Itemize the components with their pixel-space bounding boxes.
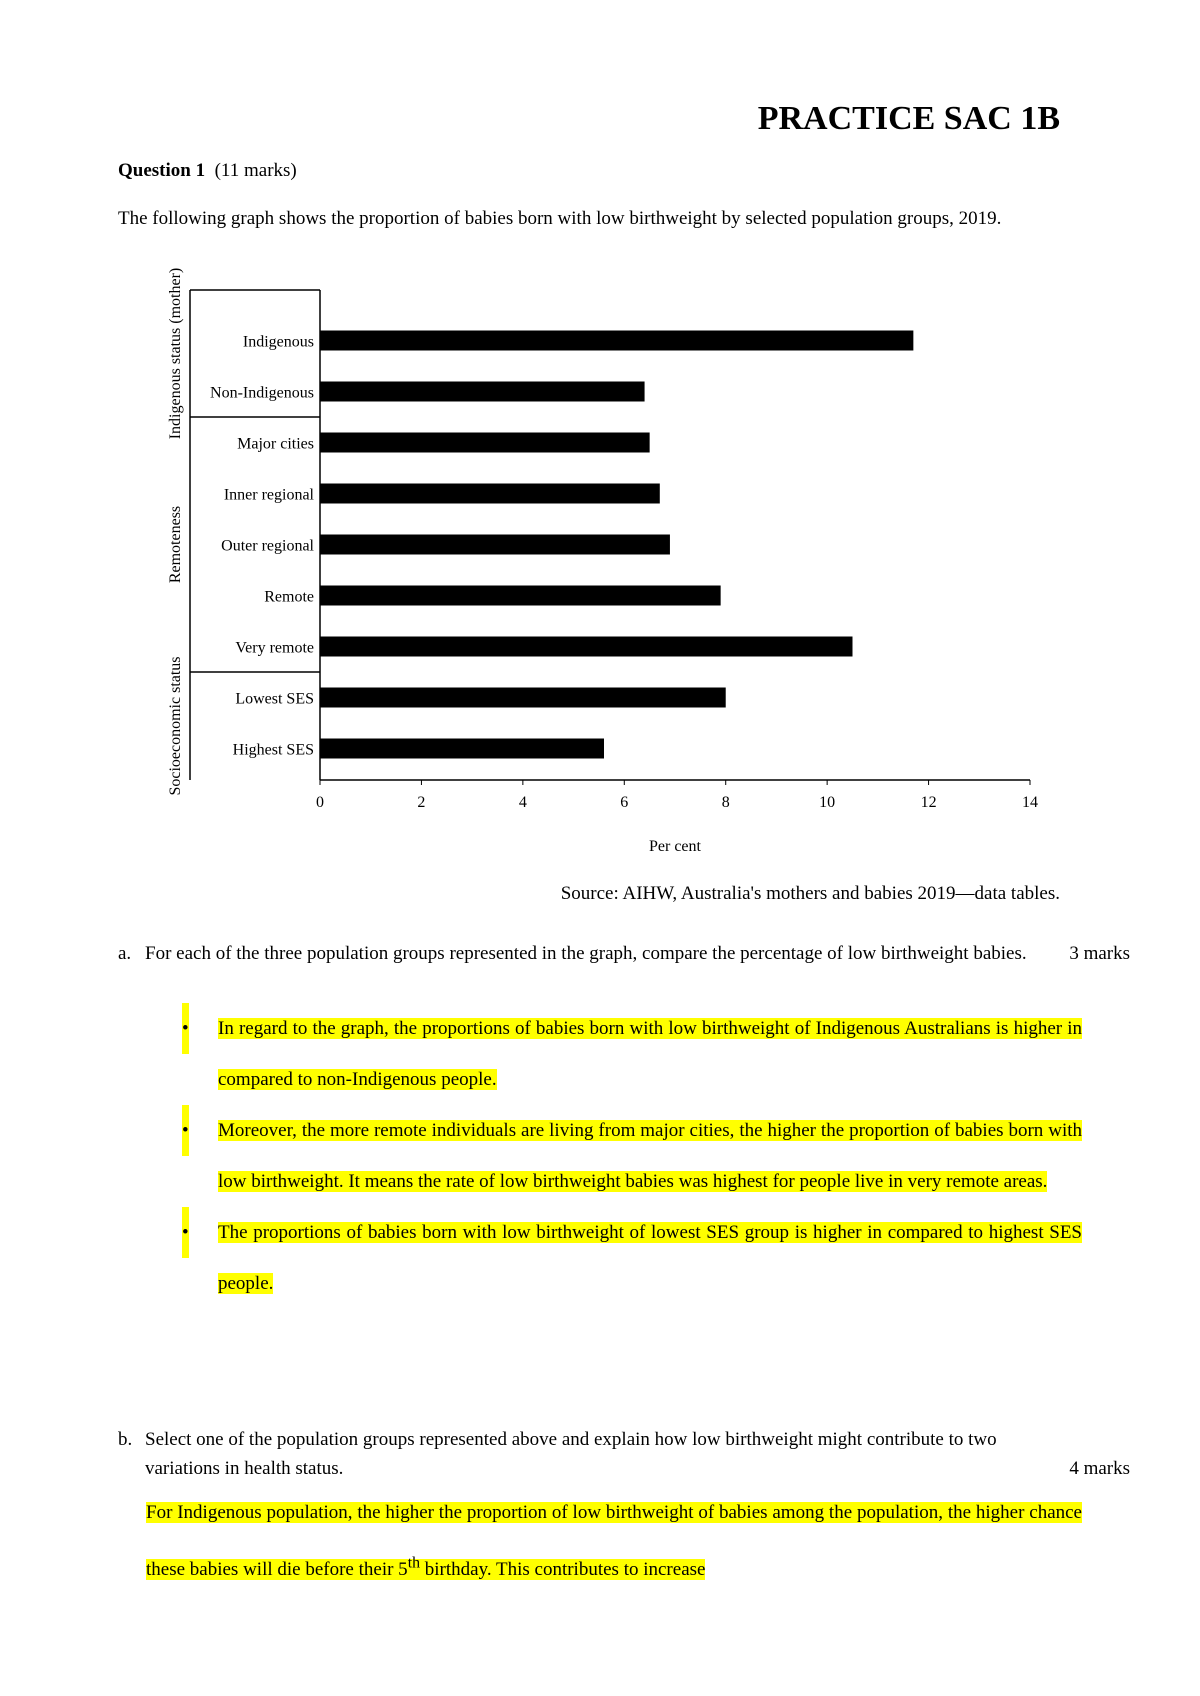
answer-b-part1: For Indigenous population, the higher the proportion of low birthweight of babies among the population, the higher chance these babies will die before their 5 bbox=[146, 1502, 1082, 1581]
part-b-label: b. bbox=[118, 1429, 133, 1450]
chart-bar bbox=[320, 739, 604, 759]
chart-category-label: Major cities bbox=[237, 435, 314, 453]
answer-b-part2: birthday. This contributes to increase bbox=[420, 1559, 706, 1581]
chart-x-tick-label: 12 bbox=[920, 794, 937, 811]
answer-b-sup: th bbox=[407, 1555, 420, 1572]
part-b-answer-text bbox=[146, 1502, 1082, 1580]
page-title: PRACTICE SAC 1B bbox=[757, 100, 1060, 137]
question-marks: (11 marks) bbox=[214, 160, 297, 181]
answer-text: Moreover, the more remote individuals are living from major cities, the higher the proportion of babies born with low birthweight. It means the rate of low birthweight babies was highest for people live in very remote areas. bbox=[218, 1120, 1082, 1192]
chart-category-labels bbox=[210, 334, 315, 759]
chart-bar bbox=[320, 331, 913, 351]
chart-bars bbox=[320, 331, 913, 759]
chart-bar bbox=[320, 484, 660, 504]
chart-bar bbox=[320, 637, 853, 657]
chart-category-label: Non-Indigenous bbox=[210, 384, 314, 402]
part-a-marks: 3 marks bbox=[1069, 943, 1130, 964]
chart-bar bbox=[320, 535, 670, 555]
question-intro: The following graph shows the proportion of babies born with low birthweight by selected population groups, 2019. bbox=[118, 208, 1002, 229]
part-b-answer bbox=[146, 1487, 1082, 1595]
answer-item bbox=[182, 1105, 1082, 1207]
part-a-label: a. bbox=[118, 943, 132, 964]
chart-x-tick-label: 0 bbox=[316, 794, 324, 811]
answer-text: The proportions of babies born with low birthweight of lowest SES group is higher in compared to highest SES people. bbox=[218, 1222, 1082, 1294]
chart-category-label: Lowest SES bbox=[235, 690, 314, 708]
chart-category-label: Very remote bbox=[235, 639, 314, 657]
chart-x-tick-label: 10 bbox=[819, 794, 836, 811]
chart-bar bbox=[320, 382, 645, 402]
chart-category-label: Remote bbox=[264, 588, 314, 606]
chart-x-tick-label: 14 bbox=[1022, 794, 1038, 811]
part-b-marks: 4 marks bbox=[1069, 1458, 1130, 1479]
part-b-question bbox=[118, 1425, 1130, 1483]
chart-source: Source: AIHW, Australia's mothers and babies 2019—data tables. bbox=[560, 883, 1060, 904]
chart-group-label: Remoteness bbox=[167, 505, 184, 584]
part-a-text: For each of the three population groups represented in the graph, compare the percentage of low birthweight babies. bbox=[145, 943, 1027, 964]
part-b-text: Select one of the population groups represented above and explain how low birthweight might contribute to two variations in health status. bbox=[145, 1429, 997, 1479]
chart-category-label: Inner regional bbox=[223, 486, 314, 504]
chart-group-label: Indigenous status (mother) bbox=[167, 267, 184, 440]
chart-bar bbox=[320, 586, 721, 606]
chart-category-label: Highest SES bbox=[232, 741, 314, 759]
chart-x-tick-label: 4 bbox=[518, 794, 527, 811]
chart-group-label: Socioeconomic status bbox=[167, 656, 184, 796]
chart-x-tick-label: 2 bbox=[417, 794, 426, 811]
chart-x-axis-label: Per cent bbox=[649, 838, 701, 855]
answer-item bbox=[182, 1207, 1082, 1309]
chart-bar bbox=[320, 688, 726, 708]
chart-category-label: Indigenous bbox=[242, 333, 314, 351]
part-a-answers bbox=[182, 1003, 1082, 1309]
part-a-question bbox=[118, 939, 1130, 968]
chart-category-label: Outer regional bbox=[221, 537, 314, 555]
chart-bar bbox=[320, 433, 650, 453]
answer-text: In regard to the graph, the proportions of babies born with low birthweight of Indigenous Australians is higher in compared to non-Indigenous people. bbox=[218, 1018, 1082, 1090]
chart-x-tick-label: 8 bbox=[721, 794, 730, 811]
question-number: Question 1 bbox=[118, 160, 206, 181]
answer-item bbox=[182, 1003, 1082, 1105]
chart-x-tick-label: 6 bbox=[620, 794, 629, 811]
